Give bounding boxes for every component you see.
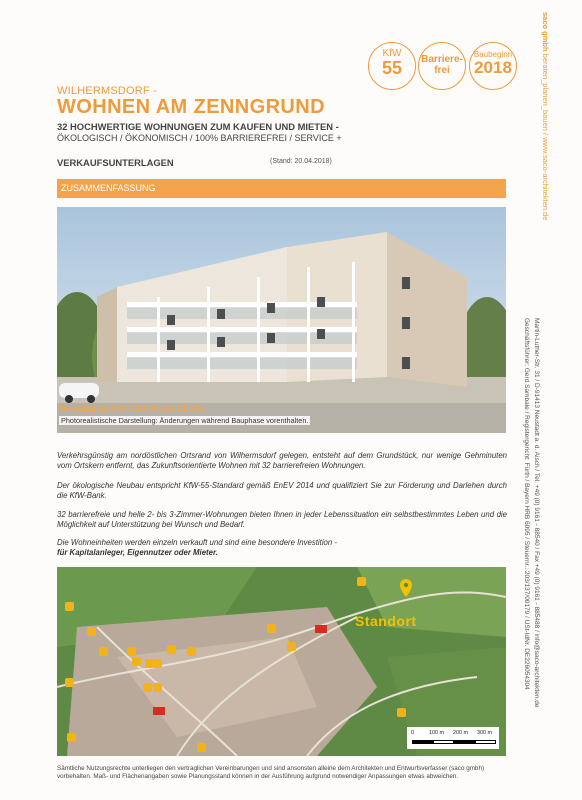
town-name: WILHERMSDORF - xyxy=(57,85,157,97)
scale-label-100: 100 m xyxy=(429,730,444,736)
company-tagline: beraten_planen_bauen / www.saco-architekten.de xyxy=(541,51,550,221)
scale-segment-3 xyxy=(454,740,475,744)
investment-text: Die Wohneinheiten werden einzeln verkauft und sind eine besondere Investition - xyxy=(57,538,337,547)
investment-target-groups: für Kapitalanleger, Eigennutzer oder Mieter. xyxy=(57,547,218,557)
building-illustration xyxy=(57,207,506,433)
rendering-title: Gestaltungsidee Nürnberger Straße xyxy=(59,403,205,413)
start-year: 2018 xyxy=(474,58,512,77)
scale-label-0: 0 xyxy=(411,730,414,736)
company-name: saco gmbh xyxy=(541,12,550,52)
company-register-vertical: Geschäftsführer: Gerd Sambale / Registergericht: Fürth / Bayern HRB 6095 / Steuernr.: 203/137/00179 / USt-IdNr. DE226054304 xyxy=(523,318,530,690)
scale-segment-1 xyxy=(412,740,433,744)
map-scale-bar xyxy=(407,727,499,749)
barrier-line1: Barriere- xyxy=(421,54,463,65)
scale-label-200: 200 m xyxy=(453,730,468,736)
building-rendering xyxy=(57,207,506,433)
paragraph-investment xyxy=(57,538,507,558)
status-date: (Stand: 20.04.2018) xyxy=(270,158,332,165)
location-marker-label: Standort xyxy=(355,613,417,629)
company-address-vertical: Martin-Luther-Str. 31 / D-91413 Neustadt a. d. Aisch / Tel. +49 (0) 9161 - 88540 / Fax +49 (0) 9161 - 885488 / info@saco-architekten.de xyxy=(533,318,540,708)
company-brand-vertical xyxy=(541,12,550,220)
page-title: WOHNEN AM ZENNGRUND xyxy=(57,96,325,118)
paragraph-apartments: 32 barrierefreie und helle 2- bis 3-Zimmer-Wohnungen bieten Ihnen in jeder Lebenssituation ein selbstbestimmtes Leben und die Möglichkeit auf Unterstützung bei Wunsch und Bedarf. xyxy=(57,510,507,529)
paragraph-location: Verkehrsgünstig am nordöstlichen Ortsrand von Wilhermsdorf gelegen, entsteht auf dem Grundstück, nur wenige Gehminuten vom Ortskern entfernt, das Zukunftsorientierte Wohnen mit 32 barrierefreien Wohnungen. xyxy=(57,451,507,470)
document-type: VERKAUFSUNTERLAGEN xyxy=(57,157,174,168)
scale-segment-2 xyxy=(433,740,454,744)
barrier-free-badge xyxy=(418,42,466,90)
lead-line-1: 32 HOCHWERTIGE WOHNUNGEN ZUM KAUFEN UND MIETEN - xyxy=(57,121,339,132)
section-header-bar xyxy=(57,179,506,198)
kfw-number: 55 xyxy=(381,58,403,78)
badge-group xyxy=(368,42,518,94)
start-label: Baubeginn xyxy=(473,50,513,59)
section-title: ZUSAMMENFASSUNG xyxy=(61,183,156,193)
rendering-caption: Photorealistische Darstellung: Änderungen während Bauphase vorenthalten. xyxy=(61,416,309,425)
location-map xyxy=(57,567,506,756)
legal-footer: Sämtliche Nutzungsrechte unterliegen den vertraglichen Vereinbarungen und sind ansonsten alleine dem Architekten und Entwurfsverfasser (saco gmbh) vorbehalten. Maß- und Flächenangaben sowie Planungsstand können in der Ausführung aufgrund notwendiger Anpassungen etwas abweichen. xyxy=(57,765,485,780)
scale-label-300: 300 m xyxy=(477,730,492,736)
kfw-55-badge xyxy=(368,42,416,90)
barrier-line2: frei xyxy=(434,65,450,76)
paragraph-kfw: Der ökologische Neubau entspricht KfW-55-Standard gemäß EnEV 2014 und qualifiziert Sie zur Förderung und Darlehen durch die KfW-Bank. xyxy=(57,481,507,500)
lead-line-2: ÖKOLOGISCH / ÖKONOMISCH / 100% BARRIEREFREI / SERVICE + xyxy=(57,133,342,143)
scale-segment-4 xyxy=(475,740,496,744)
kfw-label: KfW xyxy=(382,48,402,59)
construction-start-badge xyxy=(469,42,517,90)
